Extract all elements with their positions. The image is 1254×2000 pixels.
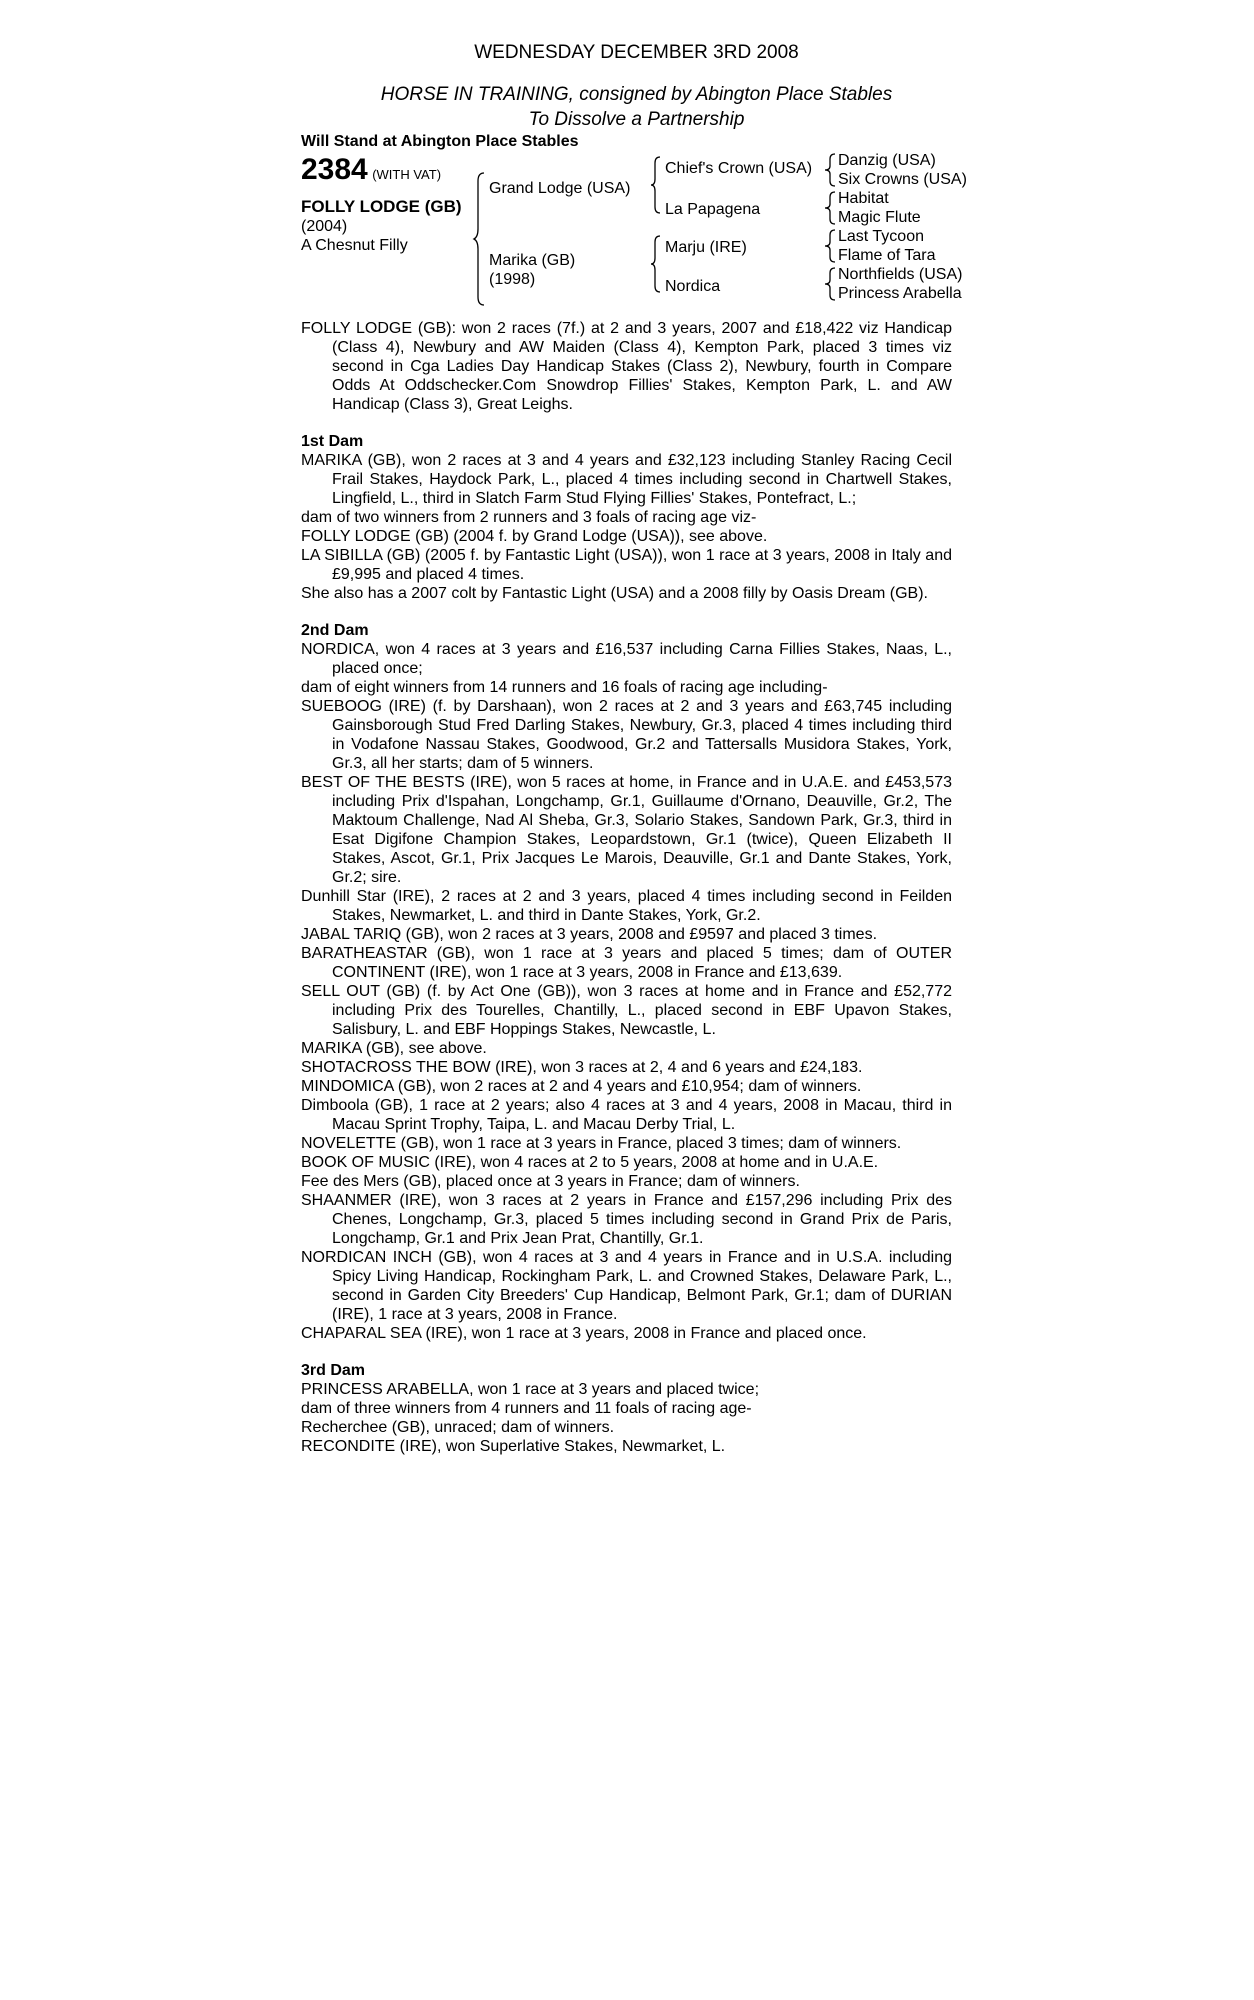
sire-sire-sire: Danzig (USA) bbox=[838, 152, 936, 169]
produce-entry: BEST OF THE BESTS (IRE), won 5 races at home, in France and in U.A.E. and £453,573 including Prix d'Ispahan, Longchamp, Gr.1, Guillaume d'Ornano, Deauville, Gr.2, The Maktoum Challenge, Nad Al Sheba, Gr.3, Solario Stakes, Sandown Park, Gr.3, third in Esat Digifone Champion Stakes, Leopardstown, Gr.1 (twice), Queen Elizabeth II Stakes, Ascot, Gr.1, Prix Jacques Le Marois, Deauville, Gr.1 and Dante Stakes, York, Gr.2; sire. bbox=[301, 774, 952, 886]
sire-bracket-icon bbox=[651, 157, 661, 213]
produce-entry: Fee des Mers (GB), placed once at 3 years in France; dam of winners. bbox=[301, 1173, 800, 1190]
dam-sire-dam: Flame of Tara bbox=[838, 247, 936, 264]
vat-note: (WITH VAT) bbox=[372, 167, 442, 182]
second-dam-heading: 2nd Dam bbox=[301, 622, 369, 639]
first-dam-produce-summary: dam of two winners from 2 runners and 3 foals of racing age viz- bbox=[301, 509, 757, 526]
produce-entry: SUEBOOG (IRE) (f. by Darshaan), won 2 races at 2 and 3 years and £63,745 including Gainsborough Stud Fred Darling Stakes, Newbury, Gr.3, placed 4 times including third in Vodafone Nassau Stakes, Goodwood, Gr.2 and Tattersalls Musidora Stakes, York, Gr.3, all her starts; dam of 5 winners. bbox=[301, 698, 952, 772]
first-dam-heading: 1st Dam bbox=[301, 433, 364, 450]
horse-description: A Chesnut Filly bbox=[301, 237, 408, 254]
sire-dam-dam: Magic Flute bbox=[838, 209, 921, 226]
sire-dam: La Papagena bbox=[665, 201, 761, 218]
dam-dam-sire: Northfields (USA) bbox=[838, 266, 963, 283]
second-dam-record: NORDICA, won 4 races at 3 years and £16,537 including Carna Fillies Stakes, Naas, L., placed once; bbox=[301, 641, 952, 677]
produce-entry: SHOTACROSS THE BOW (IRE), won 3 races at 2, 4 and 6 years and £24,183. bbox=[301, 1059, 863, 1076]
sire-sire-dam: Six Crowns (USA) bbox=[838, 171, 967, 188]
lot-number: 2384 bbox=[301, 153, 368, 186]
ds-bracket-icon bbox=[824, 228, 836, 264]
produce-entry: NOVELETTE (GB), won 1 race at 3 years in France, placed 3 times; dam of winners. bbox=[301, 1135, 902, 1152]
dam-dam-dam: Princess Arabella bbox=[838, 285, 962, 302]
catalogue-text bbox=[301, 319, 952, 1456]
produce-entry: SELL OUT (GB) (f. by Act One (GB)), won 3 races at home and in France and £52,772 including Prix des Tourelles, Chantilly, L., placed second in EBF Upavon Stakes, Salisbury, L. and EBF Hoppings Stakes, Newcastle, L. bbox=[301, 983, 952, 1038]
dam-year: (1998) bbox=[489, 271, 536, 288]
produce-entry: SHAANMER (IRE), won 3 races at 2 years in France and £157,296 including Prix des Chenes, Longchamp, Gr.3, placed 5 times including second in Grand Prix de Paris, Longchamp, Gr.1 and Prix Jean Prat, Chantilly, Gr.1. bbox=[301, 1192, 952, 1247]
produce-entry: BOOK OF MUSIC (IRE), won 4 races at 2 to 5 years, 2008 at home and in U.A.E. bbox=[301, 1154, 879, 1171]
third-dam-record: PRINCESS ARABELLA, won 1 race at 3 years and placed twice; bbox=[301, 1381, 760, 1398]
sale-date: WEDNESDAY DECEMBER 3RD 2008 bbox=[474, 42, 799, 63]
consignment-note: To Dissolve a Partnership bbox=[528, 109, 745, 130]
first-dam-other-foals: She also has a 2007 colt by Fantastic Light (USA) and a 2008 filly by Oasis Dream (GB). bbox=[301, 585, 928, 602]
consignment-line: HORSE IN TRAINING, consigned by Abington Place Stables bbox=[380, 84, 893, 105]
produce-entry: JABAL TARIQ (GB), won 2 races at 3 years, 2008 and £9597 and placed 3 times. bbox=[301, 926, 878, 943]
sire-dam-sire: Habitat bbox=[838, 190, 889, 207]
first-dam-foal: LA SIBILLA (GB) (2005 f. by Fantastic Light (USA)), won 1 race at 3 years, 2008 in Italy and £9,995 and placed 4 times. bbox=[301, 547, 952, 583]
dam-bracket-icon bbox=[651, 236, 661, 292]
lot-number-block bbox=[301, 155, 441, 185]
third-dam-heading: 3rd Dam bbox=[301, 1362, 366, 1379]
produce-entry: Dunhill Star (IRE), 2 races at 2 and 3 years, placed 4 times including second in Feilden Stakes, Newmarket, L. and third in Dante Stakes, York, Gr.2. bbox=[301, 888, 952, 924]
pedigree-table bbox=[301, 151, 967, 319]
produce-entry: MARIKA (GB), see above. bbox=[301, 1040, 487, 1057]
sire-sire: Chief's Crown (USA) bbox=[665, 160, 813, 177]
dam-sire-sire: Last Tycoon bbox=[838, 228, 924, 245]
main-bracket-icon bbox=[474, 173, 486, 305]
stand-note: Will Stand at Abington Place Stables bbox=[301, 133, 579, 150]
foaling-year: (2004) bbox=[301, 218, 348, 235]
produce-entry: MINDOMICA (GB), won 2 races at 2 and 4 years and £10,954; dam of winners. bbox=[301, 1078, 862, 1095]
produce-entry: Dimboola (GB), 1 race at 2 years; also 4 races at 3 and 4 years, 2008 in Macau, third in Macau Sprint Trophy, Taipa, L. and Macau Derby Trial, L. bbox=[301, 1097, 952, 1133]
produce-entry: Recherchee (GB), unraced; dam of winners. bbox=[301, 1419, 615, 1436]
first-dam-foal: FOLLY LODGE (GB) (2004 f. by Grand Lodge (USA)), see above. bbox=[301, 528, 768, 545]
second-dam-produce-summary: dam of eight winners from 14 runners and 16 foals of racing age including- bbox=[301, 679, 828, 696]
sire: Grand Lodge (USA) bbox=[489, 180, 631, 197]
third-dam-produce-summary: dam of three winners from 4 runners and 11 foals of racing age- bbox=[301, 1400, 752, 1417]
first-dam-record: MARIKA (GB), won 2 races at 3 and 4 years and £32,123 including Stanley Racing Cecil Frail Stakes, Haydock Park, L., placed 4 times including second in Chartwell Stakes, Lingfield, L., third in Slatch Farm Stud Flying Fillies' Stakes, Pontefract, L.; bbox=[301, 452, 952, 507]
produce-entry: NORDICAN INCH (GB), won 4 races at 3 and 4 years in France and in U.S.A. including Spicy Living Handicap, Rockingham Park, L. and Crowned Stakes, Delaware Park, L., second in Garden City Breeders' Cup Handicap, Belmont Park, Gr.1; dam of DURIAN (IRE), 1 race at 3 years, 2008 in France. bbox=[301, 1249, 952, 1323]
ss-bracket-icon bbox=[824, 152, 836, 188]
dam: Marika (GB) bbox=[489, 252, 576, 269]
dd-bracket-icon bbox=[824, 266, 836, 302]
produce-entry: RECONDITE (IRE), won Superlative Stakes, Newmarket, L. bbox=[301, 1438, 726, 1455]
dam-dam: Nordica bbox=[665, 278, 721, 295]
dam-sire: Marju (IRE) bbox=[665, 239, 747, 256]
sd-bracket-icon bbox=[824, 190, 836, 226]
race-record: FOLLY LODGE (GB): won 2 races (7f.) at 2 and 3 years, 2007 and £18,422 viz Handicap (Class 4), Newbury and AW Maiden (Class 4), Kempton Park, placed 3 times viz second in Cga Ladies Day Handicap Stakes (Class 2), Newbury, fourth in Compare Odds At Oddschecker.Com Snowdrop Fillies' Stakes, Kempton Park, L. and AW Handicap (Class 3), Great Leighs. bbox=[301, 320, 952, 413]
produce-entry: CHAPARAL SEA (IRE), won 1 race at 3 years, 2008 in France and placed once. bbox=[301, 1325, 867, 1342]
horse-name: FOLLY LODGE (GB) bbox=[301, 197, 462, 216]
produce-entry: BARATHEASTAR (GB), won 1 race at 3 years and placed 5 times; dam of OUTER CONTINENT (IRE), won 1 race at 3 years, 2008 in France and £13,639. bbox=[301, 945, 952, 981]
catalogue-page bbox=[301, 42, 967, 1456]
